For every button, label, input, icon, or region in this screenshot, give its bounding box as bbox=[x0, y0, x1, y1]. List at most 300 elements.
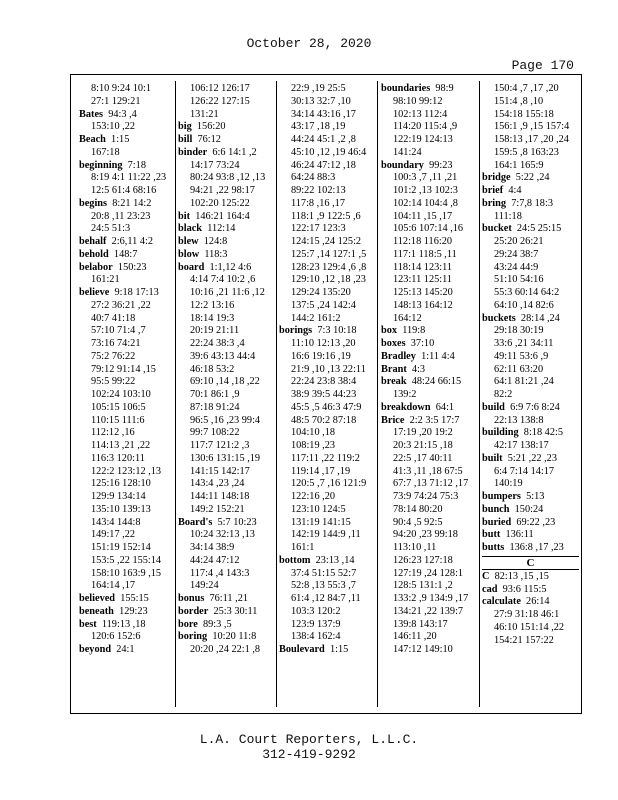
index-word: breakdown bbox=[381, 401, 431, 413]
page-line-refs: 136:8 ,17 ,23 bbox=[509, 542, 564, 553]
index-word: black bbox=[178, 223, 203, 235]
index-entry bbox=[79, 160, 174, 173]
index-entry bbox=[79, 249, 174, 262]
index-entry bbox=[381, 415, 477, 428]
reporter-phone: 312-419-9292 bbox=[262, 747, 356, 762]
index-word: Beach bbox=[79, 134, 106, 145]
page-line-refs: 129:10 ,12 ,18 ,23 bbox=[291, 274, 366, 286]
page-line-refs: 122:17 123:3 bbox=[291, 223, 346, 235]
page-line-refs: 76:12 bbox=[197, 134, 221, 145]
index-word: boring bbox=[178, 631, 208, 643]
page-line-refs: 1:15 bbox=[111, 134, 130, 145]
page-line-refs: 110:15 111:6 bbox=[91, 414, 145, 426]
index-entry bbox=[279, 555, 375, 568]
page-line-refs: 45:10 ,12 ,19 46:4 bbox=[291, 146, 367, 158]
page-line-refs: 127:19 ,24 128:1 bbox=[393, 567, 464, 579]
index-entry bbox=[178, 631, 274, 644]
index-word: beyond bbox=[79, 644, 112, 655]
page-line-refs: 99:7 108:22 bbox=[190, 427, 240, 439]
index-entry bbox=[79, 236, 174, 249]
page-line-refs: 144:2 161:2 bbox=[291, 312, 341, 324]
page-line-refs: 133:2 ,9 134:9 ,17 bbox=[393, 593, 469, 604]
page-line-refs: 164:1 165:9 bbox=[494, 159, 544, 171]
index-word: binder bbox=[178, 146, 208, 158]
page-line-refs: 12:2 13:16 bbox=[190, 299, 235, 311]
index-word: board bbox=[178, 261, 205, 273]
page-line-refs: 42:17 138:17 bbox=[494, 440, 549, 451]
index-entry bbox=[79, 287, 174, 300]
page-line-refs: 105:15 106:5 bbox=[91, 401, 146, 413]
index-column-1 bbox=[79, 83, 174, 707]
index-entry bbox=[381, 402, 477, 415]
page-line-refs: 117:1 118:5 ,11 bbox=[393, 248, 457, 260]
page-line-refs: 43:24 44:9 bbox=[494, 261, 539, 273]
page-line-refs: 7:7,8 18:3 bbox=[511, 197, 553, 209]
index-word: beginning bbox=[79, 159, 123, 171]
page-line-refs: 64:1 81:21 ,24 bbox=[494, 376, 554, 388]
page-line-refs: 104:11 ,15 ,17 bbox=[393, 210, 453, 222]
page-line-refs: 80:24 93:8 ,12 ,13 bbox=[190, 172, 266, 184]
page-line-refs: 7:18 bbox=[127, 159, 146, 171]
page-line-refs: 120:5 ,7 ,16 121:9 bbox=[291, 478, 367, 490]
page-line-refs: 111:18 bbox=[494, 210, 522, 222]
page-line-refs: 142:19 144:9 ,11 bbox=[291, 529, 361, 541]
page-line-refs: 144:11 148:18 bbox=[190, 491, 250, 502]
index-word: behold bbox=[79, 248, 109, 260]
page-line-refs: 125:16 128:10 bbox=[91, 478, 151, 490]
page-line-refs: 17:19 ,20 19:2 bbox=[393, 427, 453, 439]
page-line-refs: 23:13 ,14 bbox=[315, 554, 355, 566]
page-line-refs: 129:9 134:14 bbox=[91, 491, 146, 502]
page-line-refs: 125:13 145:20 bbox=[393, 287, 453, 298]
index-entry bbox=[178, 223, 274, 236]
index-column-4 bbox=[381, 83, 477, 707]
page-line-refs: 139:2 bbox=[393, 389, 417, 400]
page-line-refs: 124:8 bbox=[203, 236, 228, 247]
index-entry bbox=[178, 262, 274, 275]
index-entry bbox=[482, 596, 579, 609]
index-word: bring bbox=[482, 197, 507, 209]
page-line-refs: 151:19 152:14 bbox=[91, 542, 151, 553]
page-line-refs: 44:24 47:12 bbox=[190, 554, 240, 566]
page-line-refs: 150:23 bbox=[117, 261, 147, 273]
page-line-refs: 5:22 ,24 bbox=[515, 172, 550, 184]
page-line-refs: 126:22 127:15 bbox=[190, 95, 250, 107]
index-entry bbox=[482, 185, 579, 198]
page-line-refs: 45:5 ,5 46:3 47:9 bbox=[291, 401, 362, 413]
page-line-refs: 62:11 63:20 bbox=[494, 363, 544, 375]
page-line-refs: 89:3 ,5 bbox=[203, 618, 232, 630]
index-word: Brice bbox=[381, 414, 405, 426]
index-entry bbox=[79, 606, 174, 619]
page-line-refs: 5:13 bbox=[526, 491, 545, 502]
page-line-refs: 5:21 ,22 ,23 bbox=[507, 452, 557, 464]
page-line-refs: 61:4 ,12 84:7 ,11 bbox=[291, 593, 361, 604]
page-line-refs: 21:9 ,10 ,13 22:11 bbox=[291, 363, 366, 375]
page-line-refs: 41:3 ,11 ,18 67:5 bbox=[393, 465, 463, 477]
page-line-refs: 64:10 ,14 82:6 bbox=[494, 299, 554, 311]
page-line-refs: 148:7 bbox=[113, 248, 138, 260]
page-line-refs: 90:4 ,5 92:5 bbox=[393, 516, 443, 528]
page-line-refs: 70:1 86:1 ,9 bbox=[190, 389, 240, 400]
index-entry bbox=[482, 491, 579, 504]
page-line-refs: 117:7 121:2 ,3 bbox=[190, 440, 250, 451]
page-line-refs: 149:17 ,22 bbox=[91, 529, 136, 541]
index-word: border bbox=[178, 605, 209, 617]
index-word: boxes bbox=[381, 338, 406, 349]
page-line-refs: 44:24 45:1 ,2 ,8 bbox=[291, 134, 356, 145]
index-entry bbox=[482, 571, 579, 584]
page-line-refs: 94:3 ,4 bbox=[108, 108, 137, 120]
index-entry bbox=[178, 249, 274, 262]
page-line-refs: 40:7 41:18 bbox=[91, 312, 136, 324]
page-line-refs: 96:5 ,16 ,23 99:4 bbox=[190, 414, 261, 426]
page-line-refs: 82:2 bbox=[494, 389, 513, 400]
page-line-refs: 93:6 115:5 bbox=[502, 583, 547, 595]
page-line-refs: 18:14 19:3 bbox=[190, 312, 235, 324]
page-line-refs: 22:24 38:3 ,4 bbox=[190, 338, 245, 349]
page-line-refs: 24:1 bbox=[116, 644, 135, 655]
index-word: beneath bbox=[79, 605, 114, 617]
page-line-refs: 128:23 129:4 ,6 ,8 bbox=[291, 261, 367, 273]
index-entry bbox=[178, 236, 274, 249]
page-line-refs: 134:21 ,22 139:7 bbox=[393, 605, 464, 617]
page-line-refs: 118:3 bbox=[204, 248, 228, 260]
index-word: Brant bbox=[381, 363, 407, 375]
index-word: butt bbox=[482, 529, 501, 541]
index-entry bbox=[79, 134, 174, 147]
page-line-refs: 94:20 ,23 99:18 bbox=[393, 529, 458, 541]
page-line-refs: 117:8 ,16 ,17 bbox=[291, 197, 345, 209]
page-line-refs: 8:10 9:24 10:1 bbox=[91, 83, 152, 94]
page-line-refs: 94:21 ,22 98:17 bbox=[190, 185, 255, 196]
index-entry bbox=[79, 619, 174, 632]
index-entry bbox=[279, 644, 375, 657]
index-word: believe bbox=[79, 287, 110, 298]
index-word: buckets bbox=[482, 312, 516, 324]
page-line-refs: 27:9 31:18 46:1 bbox=[494, 609, 560, 620]
page-line-refs: 141:15 142:17 bbox=[190, 465, 250, 477]
page-line-refs: 73:16 74:21 bbox=[91, 338, 141, 349]
page-line-refs: 46:10 151:14 ,22 bbox=[494, 621, 565, 633]
page-line-refs: 114:13 ,21 ,22 bbox=[91, 440, 151, 451]
column-divider bbox=[479, 81, 480, 707]
page-line-refs: 14:17 73:24 bbox=[190, 159, 240, 171]
page-line-refs: 112:12 ,16 bbox=[91, 427, 135, 439]
page-line-refs: 27:2 36:21 ,22 bbox=[91, 299, 151, 311]
index-entry bbox=[178, 211, 274, 224]
index-word: behalf bbox=[79, 236, 107, 247]
page-line-refs: 39:6 43:13 44:4 bbox=[190, 350, 256, 362]
page-line-refs: 153:10 ,22 bbox=[91, 121, 136, 133]
index-word: Board's bbox=[178, 516, 213, 528]
page-line-refs: 57:10 71:4 ,7 bbox=[91, 325, 146, 337]
page-line-refs: 131:19 141:15 bbox=[291, 516, 351, 528]
page-line-refs: 117:4 ,4 143:3 bbox=[190, 567, 250, 579]
index-word: begins bbox=[79, 197, 108, 209]
page-line-refs: 113:10 ,11 bbox=[393, 542, 437, 553]
page-line-refs: 156:20 bbox=[196, 121, 226, 133]
page-line-refs: 149:2 152:21 bbox=[190, 503, 245, 515]
index-word: build bbox=[482, 401, 505, 413]
page-line-refs: 73:9 74:24 75:3 bbox=[393, 491, 459, 502]
page-line-refs: 26:14 bbox=[526, 596, 550, 608]
page-line-refs: 49:11 53:6 ,9 bbox=[494, 350, 549, 362]
page-line-refs: 101:2 ,13 102:3 bbox=[393, 185, 458, 196]
page-line-refs: 167:18 bbox=[91, 146, 120, 158]
index-entry bbox=[482, 453, 579, 466]
index-word: bottom bbox=[279, 554, 311, 566]
index-entry bbox=[178, 147, 274, 160]
page-line-refs: 158:10 163:9 ,15 bbox=[91, 567, 162, 579]
index-word: bore bbox=[178, 618, 198, 630]
index-entry bbox=[381, 325, 477, 338]
page-line-refs: 161:21 bbox=[91, 274, 120, 286]
page-line-refs: 22:13 138:8 bbox=[494, 414, 544, 426]
page-line-refs: 34:14 38:9 bbox=[190, 542, 235, 553]
index-entry bbox=[178, 606, 274, 619]
page-line-refs: 43:17 ,18 ,19 bbox=[291, 121, 346, 133]
index-word: bridge bbox=[482, 172, 511, 184]
page-line-refs: 98:10 99:12 bbox=[393, 95, 443, 107]
index-entry bbox=[381, 83, 477, 96]
page-line-refs: 125:7 ,14 127:1 ,5 bbox=[291, 248, 367, 260]
index-word: bunch bbox=[482, 503, 510, 515]
index-entry bbox=[482, 313, 579, 326]
page-line-refs: 6:4 7:14 14:17 bbox=[494, 465, 555, 477]
index-word: Bradley bbox=[381, 350, 416, 362]
page-line-refs: 75:2 76:22 bbox=[91, 350, 136, 362]
page-line-refs: 119:8 bbox=[402, 325, 426, 337]
index-entry bbox=[79, 644, 174, 657]
index-word: bonus bbox=[178, 593, 205, 604]
page-line-refs: 48:24 66:15 bbox=[411, 376, 462, 388]
page-line-refs: 120:6 152:6 bbox=[91, 631, 141, 643]
page-line-refs: 10:24 32:13 ,13 bbox=[190, 529, 255, 541]
index-entry bbox=[482, 402, 579, 415]
page-line-refs: 158:13 ,17 ,20 ,24 bbox=[494, 134, 569, 145]
page-line-refs: 6:9 7:6 8:24 bbox=[510, 401, 560, 413]
index-entry bbox=[79, 109, 174, 122]
page-line-refs: 37:4 51:15 52:7 bbox=[291, 567, 357, 579]
page-line-refs: 147:12 149:10 bbox=[393, 644, 453, 655]
index-entry bbox=[482, 198, 579, 211]
page-line-refs: 30:13 32:7 ,10 bbox=[291, 95, 351, 107]
index-word: brief bbox=[482, 185, 504, 196]
page-line-refs: 95:5 99:22 bbox=[91, 376, 136, 388]
index-word: box bbox=[381, 325, 398, 337]
page-line-refs: 10:20 11:8 bbox=[212, 631, 257, 643]
index-entry bbox=[79, 262, 174, 275]
index-word: bumpers bbox=[482, 491, 521, 502]
page-line-refs: 87:18 91:24 bbox=[190, 401, 240, 413]
page-line-refs: 38:9 39:5 44:23 bbox=[291, 389, 357, 400]
page-line-refs: 52:8 ,13 55:3 ,7 bbox=[291, 580, 356, 592]
index-entry bbox=[381, 160, 477, 173]
page-line-refs: 139:8 143:17 bbox=[393, 618, 448, 630]
page-line-refs: 148:13 164:12 bbox=[393, 299, 453, 311]
page-line-refs: 154:18 155:18 bbox=[494, 108, 554, 120]
page-line-refs: 154:21 157:22 bbox=[494, 634, 554, 646]
page-line-refs: 103:3 120:2 bbox=[291, 605, 341, 617]
index-word: boundaries bbox=[381, 83, 431, 94]
page-line-refs: 24:5 25:15 bbox=[516, 223, 562, 235]
page-line-refs: 69:10 ,14 ,18 ,22 bbox=[190, 376, 260, 388]
page-line-refs: 27:1 129:21 bbox=[91, 95, 141, 107]
page-line-refs: 123:10 124:5 bbox=[291, 503, 346, 515]
index-word: Bates bbox=[79, 108, 104, 120]
page-line-refs: 106:12 126:17 bbox=[190, 83, 250, 94]
page-line-refs: 20:19 21:11 bbox=[190, 325, 240, 337]
page-line-refs: 153:5 ,22 155:14 bbox=[91, 554, 162, 566]
page-line-refs: 141:24 bbox=[393, 146, 422, 158]
page-line-refs: 7:3 10:18 bbox=[317, 325, 357, 337]
page-line-refs: 146:21 164:4 bbox=[195, 210, 250, 222]
index-entry bbox=[79, 593, 174, 606]
page-line-refs: 8:19 4:1 11:22 ,23 bbox=[91, 172, 167, 184]
index-word: built bbox=[482, 452, 503, 464]
page-line-refs: 122:19 124:13 bbox=[393, 134, 453, 145]
page-line-refs: 137:5 ,24 142:4 bbox=[291, 299, 356, 311]
page-line-refs: 124:15 ,24 125:2 bbox=[291, 236, 362, 247]
index-entry bbox=[482, 529, 579, 542]
page-line-refs: 108:19 ,23 bbox=[291, 440, 336, 451]
page-number: Page 170 bbox=[511, 58, 574, 73]
page-line-refs: 140:19 bbox=[494, 478, 523, 490]
page-line-refs: 143:4 144:8 bbox=[91, 516, 141, 528]
page-line-refs: 119:14 ,17 ,19 bbox=[291, 465, 351, 477]
page-line-refs: 150:24 bbox=[514, 503, 544, 515]
index-entry bbox=[178, 121, 274, 134]
page-line-refs: 34:14 43:16 ,17 bbox=[291, 108, 356, 120]
page-line-refs: 164:14 ,17 bbox=[91, 580, 136, 592]
page-line-refs: 2:6,11 4:2 bbox=[111, 236, 154, 247]
page-line-refs: 114:20 115:4 ,9 bbox=[393, 121, 458, 133]
index-column-2 bbox=[178, 83, 274, 707]
page-line-refs: 4:14 7:4 10:2 ,6 bbox=[190, 274, 256, 286]
page-line-refs: 119:13 ,18 bbox=[101, 618, 146, 630]
page-line-refs: 29:18 30:19 bbox=[494, 325, 544, 337]
page-line-refs: 105:6 107:14 ,16 bbox=[393, 223, 464, 235]
page-line-refs: 48:5 70:2 87:18 bbox=[291, 414, 357, 426]
index-word: butts bbox=[482, 542, 505, 553]
page-line-refs: 4:3 bbox=[411, 363, 426, 375]
page-line-refs: 126:23 127:18 bbox=[393, 554, 453, 566]
page-line-refs: 151:4 ,8 ,10 bbox=[494, 95, 544, 107]
page-line-refs: 123:11 125:11 bbox=[393, 274, 453, 286]
index-entry bbox=[482, 427, 579, 440]
page-line-refs: 46:24 47:12 ,18 bbox=[291, 159, 356, 171]
page-line-refs: 37:10 bbox=[410, 338, 435, 349]
page-line-refs: 9:18 17:13 bbox=[114, 287, 159, 298]
page-line-refs: 102:13 112:4 bbox=[393, 108, 448, 120]
index-entry bbox=[381, 351, 477, 364]
page-line-refs: 1:15 bbox=[329, 644, 349, 655]
page-line-refs: 67:7 ,13 71:12 ,17 bbox=[393, 478, 469, 490]
page-line-refs: 116:3 120:11 bbox=[91, 452, 145, 464]
page-line-refs: 131:21 bbox=[190, 108, 219, 120]
page-line-refs: 79:12 91:14 ,15 bbox=[91, 363, 156, 375]
index-word: calculate bbox=[482, 596, 521, 608]
index-entry bbox=[482, 517, 579, 530]
page-line-refs: 8:18 42:5 bbox=[523, 427, 563, 439]
page-line-refs: 155:15 bbox=[120, 593, 149, 604]
index-entry bbox=[381, 338, 477, 351]
page-line-refs: 129:24 135:20 bbox=[291, 287, 351, 298]
index-word: boundary bbox=[381, 159, 424, 171]
index-word: bucket bbox=[482, 223, 512, 235]
page-line-refs: 22:5 ,17 40:11 bbox=[393, 452, 453, 464]
index-entry bbox=[79, 198, 174, 211]
page-line-refs: 122:2 123:12 ,13 bbox=[91, 465, 162, 477]
page-line-refs: 24:5 51:3 bbox=[91, 223, 131, 235]
index-word: cad bbox=[482, 583, 498, 595]
index-word: building bbox=[482, 427, 519, 439]
page-line-refs: 136:11 bbox=[505, 529, 534, 541]
index-entry bbox=[381, 376, 477, 389]
page-line-refs: 28:14 ,24 bbox=[520, 312, 560, 324]
page-line-refs: 76:11 ,21 bbox=[209, 593, 249, 604]
index-word: best bbox=[79, 618, 97, 630]
page-line-refs: 117:11 ,22 119:2 bbox=[291, 452, 360, 464]
page-line-refs: 22:9 ,19 25:5 bbox=[291, 83, 346, 94]
reporter-company: L.A. Court Reporters, L.L.C. bbox=[199, 732, 419, 747]
page-line-refs: 1:11 4:4 bbox=[421, 350, 455, 362]
page-line-refs: 135:10 139:13 bbox=[91, 503, 151, 515]
index-word: buried bbox=[482, 516, 512, 528]
index-word: C bbox=[482, 570, 490, 582]
page-line-refs: 25:3 30:11 bbox=[213, 605, 258, 617]
page-line-refs: 156:1 ,9 ,15 157:4 bbox=[494, 121, 570, 133]
index-entry bbox=[482, 504, 579, 517]
page-line-refs: 8:21 14:2 bbox=[112, 197, 152, 209]
page-line-refs: 118:14 123:11 bbox=[393, 261, 453, 273]
page-line-refs: 12:5 61:4 68:16 bbox=[91, 185, 157, 196]
index-word: big bbox=[178, 121, 192, 133]
page-line-refs: 104:10 ,18 bbox=[291, 427, 336, 439]
page-line-refs: 164:12 bbox=[393, 312, 422, 324]
page-line-refs: 102:20 125:22 bbox=[190, 197, 250, 209]
index-entry bbox=[178, 517, 274, 530]
page-line-refs: 33:6 ,21 34:11 bbox=[494, 338, 554, 349]
column-divider bbox=[377, 81, 378, 707]
page-line-refs: 4:4 bbox=[508, 185, 522, 196]
page-line-refs: 16:6 19:16 ,19 bbox=[291, 350, 351, 362]
page-line-refs: 98:9 bbox=[435, 83, 454, 94]
page-line-refs: 150:4 ,7 ,17 ,20 bbox=[494, 83, 559, 94]
page-line-refs: 46:18 53:2 bbox=[190, 363, 235, 375]
page-line-refs: 102:24 103:10 bbox=[91, 389, 151, 400]
page-line-refs: 123:9 137:9 bbox=[291, 618, 341, 630]
index-entry bbox=[482, 542, 579, 555]
index-column-5 bbox=[482, 83, 579, 707]
page-line-refs: 51:10 54:16 bbox=[494, 274, 544, 286]
page-line-refs: 64:24 88:3 bbox=[291, 172, 336, 184]
page-line-refs: 138:4 162:4 bbox=[291, 631, 341, 643]
page-line-refs: 112:18 116:20 bbox=[393, 236, 453, 247]
index-entry bbox=[381, 364, 477, 377]
page-line-refs: 69:22 ,23 bbox=[516, 516, 556, 528]
word-index-table bbox=[70, 74, 582, 714]
page-line-refs: 130:6 131:15 ,19 bbox=[190, 452, 261, 464]
page-line-refs: 82:13 ,15 ,15 bbox=[494, 570, 549, 582]
index-entry bbox=[482, 584, 579, 597]
index-entry bbox=[178, 619, 274, 632]
page-line-refs: 11:10 12:13 ,20 bbox=[291, 338, 356, 349]
page-line-refs: 100:3 ,7 ,11 ,21 bbox=[393, 172, 458, 184]
page-line-refs: 78:14 80:20 bbox=[393, 503, 443, 515]
page-line-refs: 22:24 23:8 38:4 bbox=[291, 376, 357, 388]
